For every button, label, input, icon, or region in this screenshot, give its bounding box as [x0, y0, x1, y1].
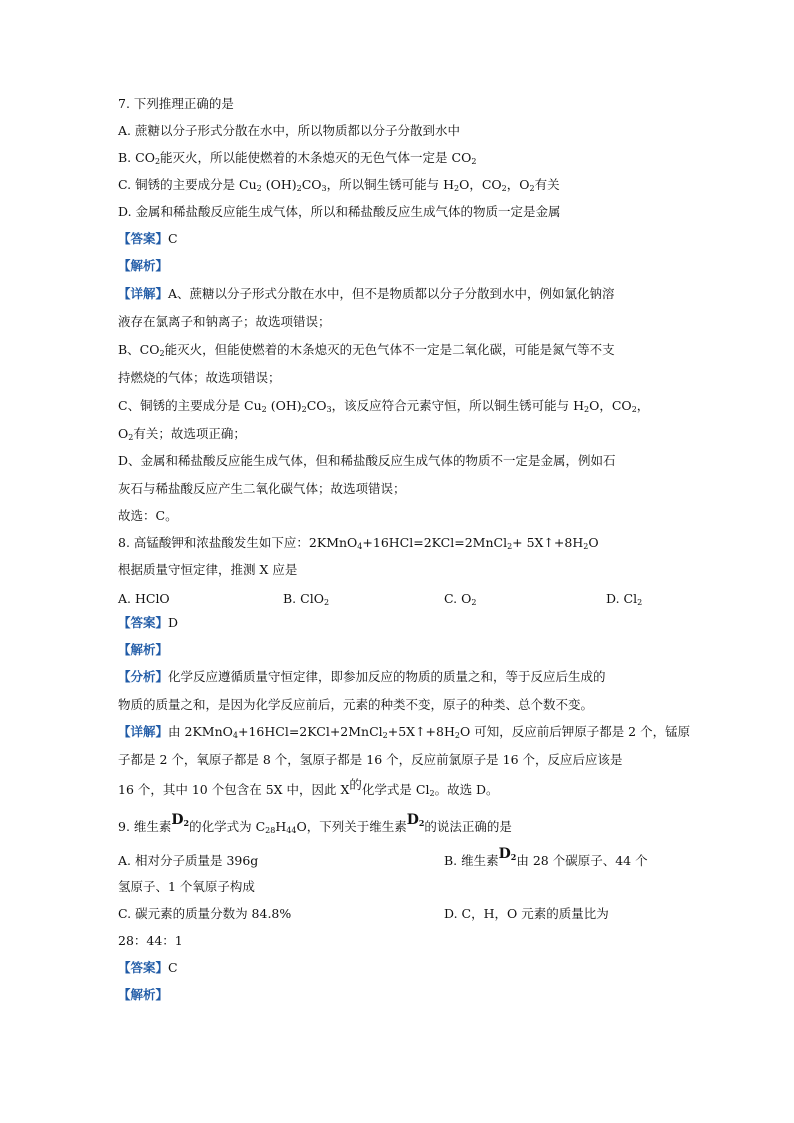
q7-detail-7: D、金属和稀盐酸反应能生成气体，但和稀盐酸反应生成气体的物质不一定是金属，例如石 — [118, 453, 616, 468]
q7-answer: 【答案】C — [118, 231, 178, 246]
q7-detail-8: 灰石与稀盐酸反应产生二氧化碳气体；故选项错误； — [118, 481, 406, 496]
q8-fenxi-2: 物质的质量之和，是因为化学反应前后，元素的种类不变，原子的种类、总个数不变。 — [118, 697, 594, 712]
q8-option-a: A. HClO — [118, 591, 170, 606]
q8-answer: 【答案】D — [118, 615, 179, 630]
q7-option-d: D. 金属和稀盐酸反应能生成气体，所以和稀盐酸反应生成气体的物质一定是金属 — [118, 204, 561, 219]
q8-detail-2: 子都是 2 个，氧原子都是 8 个，氢原子都是 16 个，反应前氯原子是 16 个，反应后应该是 — [118, 752, 623, 767]
q9-option-a: A. 相对分子质量是 396g — [118, 853, 259, 868]
q7-analysis-label: 【解析】 — [118, 258, 169, 273]
q8-option-b: B. ClO$_2$ — [283, 591, 330, 607]
q8-detail-3: 16 个，其中 10 个包含在 5X 中，因此 X的化学式是 $Cl_2$。故选 D。 — [118, 777, 499, 798]
q8-stem: 8. 高锰酸钾和浓盐酸发生如下应：2KMnO$_4$+16HCl=2KCl=2MnCl$_2$+ $5X↑+8H_2O$ — [118, 535, 599, 551]
q8-detail-1: 【详解】由 $2KMnO_4+16HCl=2KCl+2MnCl_2+5X↑+8H_2O$ 可知，反应前后钾原子都是 2 个，锰原 — [118, 724, 691, 740]
q8-analysis-label: 【解析】 — [118, 642, 169, 657]
q9-option-b: B. 维生素$D_2$由 28 个碳原子、44 个 — [444, 846, 648, 868]
q9-option-b-2: 氢原子、1 个氧原子构成 — [118, 879, 255, 894]
q7-detail-1: 【详解】A、蔗糖以分子形式分散在水中，但不是物质都以分子分散到水中，例如氯化钠溶 — [118, 286, 615, 301]
q8-option-c: C. $O_2$ — [444, 591, 477, 607]
q9-option-c: C. 碳元素的质量分数为 84.8% — [118, 906, 292, 921]
q7-detail-5: C、铜锈的主要成分是 $Cu_2$ $(OH)_2CO_3$，该反应符合元素守恒，所以铜生锈可能与 $H_2O$，$CO_2$， — [118, 398, 650, 414]
q7-detail-2: 液存在氯离子和钠离子；故选项错误； — [118, 314, 331, 329]
vitamin-d2-symbol: $D_2$ — [171, 812, 190, 828]
q9-answer: 【答案】C — [118, 960, 178, 975]
q8-option-d: D. $Cl_2$ — [606, 591, 643, 607]
q7-detail-6: $O_2$有关；故选项正确； — [118, 426, 246, 442]
q7-option-c: C. 铜锈的主要成分是 $Cu_2$ $(OH)_2CO_3$，所以铜生锈可能与 $H_2O$，$CO_2$，$O_2$有关 — [118, 177, 560, 193]
q7-stem: 7. 下列推理正确的是 — [118, 96, 234, 111]
q7-detail-3: B、$CO_2$能灭火，但能使燃着的木条熄灭的无色气体不一定是二氧化碳，可能是氮气等不支 — [118, 342, 615, 358]
vitamin-d2-symbol: $D_2$ — [498, 846, 517, 862]
q8-stem-2: 根据质量守恒定律，推测 X 应是 — [118, 562, 298, 577]
q9-analysis-label: 【解析】 — [118, 987, 169, 1002]
vitamin-d2-symbol: $D_2$ — [406, 812, 425, 828]
q7-detail-9: 故选：C。 — [118, 508, 178, 523]
q7-option-a: A. 蔗糖以分子形式分散在水中，所以物质都以分子分散到水中 — [118, 123, 460, 138]
q7-option-b: B. $CO_2$能灭火，所以能使燃着的木条熄灭的无色气体一定是 $CO_2$ — [118, 150, 477, 166]
q8-fenxi-1: 【分析】化学反应遵循质量守恒定律，即参加反应的物质的质量之和，等于反应后生成的 — [118, 669, 606, 684]
q7-detail-4: 持燃烧的气体；故选项错误； — [118, 370, 281, 385]
q9-stem: 9. 维生素$D_2$的化学式为 $C_{28}H_{44}O$，下列关于维生素$D_2$的说法正确的是 — [118, 812, 512, 835]
q9-option-d: D. C，H，O 元素的质量比为 — [444, 906, 609, 921]
q9-option-d-2: 28：44：1 — [118, 933, 183, 948]
